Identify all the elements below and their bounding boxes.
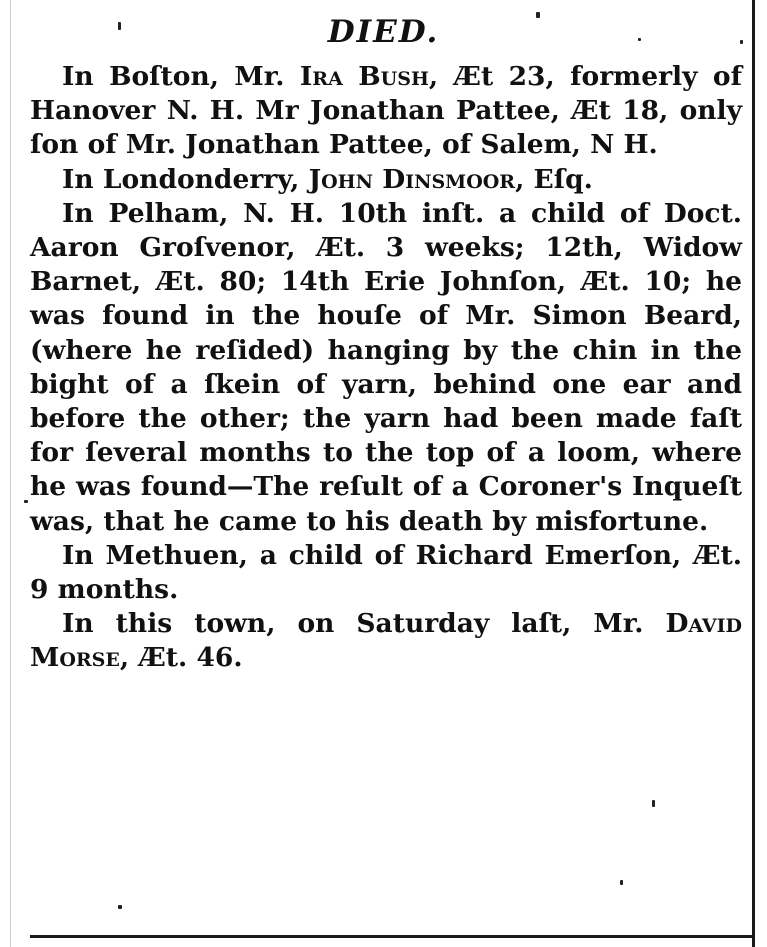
column-rule-bottom [30, 935, 752, 938]
obituary-entry [30, 607, 742, 675]
print-speck [620, 880, 623, 885]
entry-name: Ira Bush [299, 61, 429, 92]
entry-place: In this town, on Saturday laſt, Mr. [62, 608, 644, 640]
column-rule-right [752, 0, 755, 947]
print-speck [536, 12, 540, 18]
obituary-entry: In Methuen, a child of Richard Emerſon, Æt. 9 months. [30, 539, 742, 606]
print-speck [638, 38, 641, 41]
print-speck [740, 40, 743, 44]
entry-rest: , Æt. 46. [119, 642, 243, 674]
entry-name: John Dinsmoor [308, 163, 516, 195]
obituary-entry: In Pelham, N. H. 10th inſt. a child of Doct. Aaron Groſvenor, Æt. 3 weeks; 12th, Widow Barnet, Æt. 80; 14th Erie Johnſon, Æt. 10; he was found in the houſe of Mr. Simon Beard, (where he reſided) hanging by the chin in the bight of a ſkein of yarn, behind one ear and before the other; the yarn had been made faſt for ſeveral months to the top of a loom, where he was found—The reſult of a Coroner's Inqueſt was, that he came to his death by misfortune. [30, 197, 742, 537]
print-speck [118, 905, 122, 909]
print-speck [652, 800, 655, 807]
entry-rest: , Æt 23, formerly of Hanover N. H. Mr Jonathan Pattee, Æt 18, only ſon of Mr. Jonathan Pattee, of Salem, N H. [30, 61, 742, 161]
obituary-entry [30, 163, 742, 197]
print-speck [118, 22, 121, 30]
obituary-entry [30, 60, 742, 163]
entry-place: In Londonderry, [62, 163, 300, 195]
left-margin-line [10, 0, 11, 947]
section-heading: DIED. [327, 14, 440, 50]
entry-place: In Boſton, Mr. [62, 61, 285, 92]
obituary-column [30, 60, 742, 676]
entry-rest: , Eſq. [515, 163, 593, 195]
entry-name: David Morse [30, 608, 742, 674]
print-speck [24, 500, 28, 503]
